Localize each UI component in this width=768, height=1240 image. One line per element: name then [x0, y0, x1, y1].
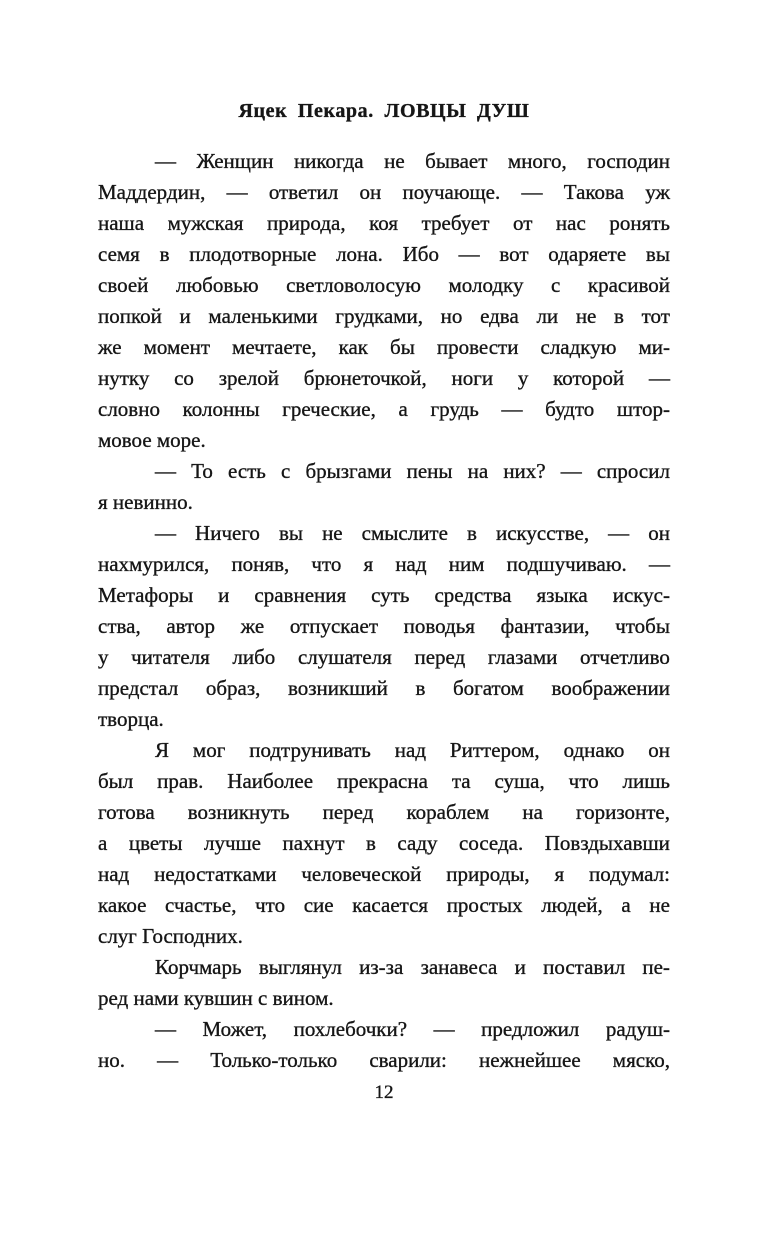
word: природа,: [266, 211, 346, 235]
text-line: [98, 177, 670, 208]
word: я: [554, 862, 565, 886]
word: брызгами: [305, 459, 392, 483]
word: Метафоры: [98, 583, 194, 607]
word: что: [255, 893, 286, 917]
word: вы: [645, 242, 670, 266]
word: Ибо: [402, 242, 439, 266]
word: будто: [545, 397, 595, 421]
word: у: [517, 366, 529, 390]
word: однако: [563, 738, 625, 762]
text-line: [98, 735, 670, 766]
word: лишь: [622, 769, 670, 793]
word: не: [322, 521, 343, 545]
body-text: [98, 146, 670, 1076]
word: Женщин: [196, 149, 274, 173]
word: —: [648, 366, 670, 390]
word: возникнуть: [187, 800, 290, 824]
word: глазами: [487, 645, 558, 669]
word: похлебочки?: [293, 1017, 408, 1041]
page-number: 12: [374, 1082, 394, 1103]
word: ли: [536, 304, 559, 328]
word: кораблем: [406, 800, 490, 824]
text-line: [98, 270, 670, 301]
text-line: [98, 518, 670, 549]
word: же: [98, 335, 122, 359]
word: пахнут: [282, 831, 345, 855]
running-head: Яцек Пекара. ЛОВЦЫ ДУШ: [238, 100, 530, 122]
word: ронять: [609, 211, 670, 235]
text-line: [98, 301, 670, 332]
word: подшучиваю.: [506, 552, 627, 576]
word: смыслите: [361, 521, 448, 545]
word: простых: [446, 893, 523, 917]
word: попкой: [98, 304, 162, 328]
word: грудь: [430, 397, 479, 421]
word: в: [466, 521, 477, 545]
word: много,: [507, 149, 567, 173]
word: что: [568, 769, 599, 793]
word: тот: [641, 304, 670, 328]
word: которой: [553, 366, 625, 390]
text-line: [98, 952, 670, 983]
word: —: [458, 242, 480, 266]
word: Маддердин,: [98, 180, 206, 204]
word: воображении: [551, 676, 670, 700]
word: и: [514, 955, 526, 979]
word: есть: [227, 459, 266, 483]
text-line: [98, 673, 670, 704]
word: автор: [166, 614, 215, 638]
word: языка: [536, 583, 588, 607]
word: светловолосую: [286, 273, 421, 297]
word: он: [648, 521, 670, 545]
word: поводья: [403, 614, 475, 638]
text-line: [98, 580, 670, 611]
word: нежнейшее: [479, 1048, 581, 1072]
text-line: [98, 1045, 670, 1076]
word: нутку: [98, 366, 150, 390]
word: мяско,: [612, 1048, 670, 1072]
text-line: [98, 332, 670, 363]
word: либо: [232, 645, 276, 669]
word: поняв,: [231, 552, 290, 576]
text-line: [98, 766, 670, 797]
word: над: [98, 862, 130, 886]
word: маленькими: [208, 304, 318, 328]
word: господин: [587, 149, 670, 173]
word: любовью: [175, 273, 259, 297]
word: требует: [421, 211, 490, 235]
text-line: [98, 797, 670, 828]
word: своей: [98, 273, 149, 297]
word: отпускает: [289, 614, 378, 638]
word: а: [398, 397, 408, 421]
word: же: [240, 614, 265, 638]
word: подтрунивать: [249, 738, 371, 762]
text-line: [98, 642, 670, 673]
word: что: [311, 552, 342, 576]
word: на: [467, 459, 489, 483]
word: перед: [322, 800, 374, 824]
text-line: [98, 890, 670, 921]
word: —: [226, 180, 248, 204]
text-line: [98, 1014, 670, 1045]
word: —: [560, 459, 582, 483]
word: слушателя: [297, 645, 392, 669]
word: коя: [369, 211, 399, 235]
word: плодотворные: [189, 242, 317, 266]
word: от: [512, 211, 533, 235]
word: брюнеточкой,: [303, 366, 427, 390]
word: над: [395, 552, 427, 576]
text-line: [98, 363, 670, 394]
word: поставил: [543, 955, 626, 979]
word: —: [433, 1017, 455, 1041]
text-line: [98, 456, 670, 487]
word: не: [384, 149, 405, 173]
word: та: [451, 769, 471, 793]
word: поучающе.: [402, 180, 501, 204]
word: на: [522, 800, 543, 824]
word: зрелой: [218, 366, 280, 390]
word: То: [191, 459, 213, 483]
word: вы: [278, 521, 304, 545]
text-line: творца.: [98, 707, 164, 731]
word: вот: [499, 242, 529, 266]
word: недостатками: [154, 862, 277, 886]
word: ответил: [268, 180, 339, 204]
word: Риттером,: [449, 738, 540, 762]
word: он: [648, 738, 670, 762]
word: нахмурился,: [98, 552, 210, 576]
word: —: [155, 521, 176, 545]
word: пе-: [642, 955, 670, 979]
word: мог: [192, 738, 226, 762]
text-line: мовое море.: [98, 428, 206, 452]
word: Только-только: [210, 1048, 338, 1072]
word: уж: [645, 180, 670, 204]
word: сравнения: [254, 583, 347, 607]
word: одаряете: [548, 242, 627, 266]
word: средства: [434, 583, 512, 607]
word: горизонте,: [575, 800, 670, 824]
word: у: [98, 645, 109, 669]
word: Наиболее: [227, 769, 314, 793]
word: пены: [406, 459, 453, 483]
word: —: [608, 521, 630, 545]
word: в: [614, 304, 624, 328]
word: он: [359, 180, 382, 204]
word: природы,: [446, 862, 530, 886]
text-line: [98, 859, 670, 890]
word: выглянул: [258, 955, 342, 979]
text-line: [98, 549, 670, 580]
word: сладкую: [540, 335, 617, 359]
word: готова: [98, 800, 155, 824]
text-line: я невинно.: [98, 490, 193, 514]
word: —: [155, 149, 176, 173]
word: сие: [303, 893, 334, 917]
word: и: [218, 583, 230, 607]
text-line: [98, 828, 670, 859]
word: —: [155, 459, 176, 483]
text-line: слуг Господних.: [98, 924, 243, 948]
word: ним: [448, 552, 485, 576]
word: бы: [390, 335, 415, 359]
text-line: [98, 239, 670, 270]
word: ноги: [451, 366, 494, 390]
word: был: [98, 769, 134, 793]
word: никогда: [293, 149, 364, 173]
word: —: [157, 1048, 179, 1072]
word: с: [551, 273, 561, 297]
word: с: [281, 459, 291, 483]
word: —: [155, 1017, 176, 1041]
word: сварили:: [369, 1048, 447, 1072]
word: перед: [414, 645, 466, 669]
word: ства,: [98, 614, 141, 638]
word: человеческой: [301, 862, 422, 886]
word: —: [521, 180, 543, 204]
word: нас: [555, 211, 586, 235]
word: Может,: [202, 1017, 268, 1041]
word: ми-: [638, 335, 670, 359]
word: счастье,: [165, 893, 237, 917]
text-line: [98, 394, 670, 425]
word: в: [159, 242, 170, 266]
word: лона.: [336, 242, 383, 266]
word: из-за: [359, 955, 404, 979]
word: как: [338, 335, 368, 359]
word: но.: [98, 1048, 125, 1072]
word: саду: [397, 831, 438, 855]
word: грудками,: [335, 304, 424, 328]
word: занавеса: [420, 955, 498, 979]
word: прекрасна: [336, 769, 428, 793]
word: Такова: [563, 180, 624, 204]
text-line: [98, 611, 670, 642]
word: людей,: [541, 893, 603, 917]
word: соседа.: [459, 831, 524, 855]
word: со: [174, 366, 194, 390]
word: суть: [371, 583, 410, 607]
word: Ничего: [195, 521, 260, 545]
word: бывает: [425, 149, 488, 173]
word: а: [621, 893, 631, 917]
word: не: [649, 893, 670, 917]
word: красивой: [587, 273, 670, 297]
word: семя: [98, 242, 140, 266]
word: предстал: [98, 676, 179, 700]
word: предложил: [481, 1017, 580, 1041]
word: богатом: [452, 676, 524, 700]
word: мечтаете,: [232, 335, 317, 359]
word: в: [366, 831, 376, 855]
word: возникший: [287, 676, 388, 700]
word: цветы: [128, 831, 183, 855]
word: но: [440, 304, 463, 328]
word: прав.: [157, 769, 204, 793]
text-line: [98, 208, 670, 239]
word: Я: [155, 738, 170, 762]
word: фантазии,: [500, 614, 590, 638]
word: а: [98, 831, 108, 855]
word: отчетливо: [580, 645, 670, 669]
word: Корчмарь: [155, 955, 242, 979]
word: какое: [98, 893, 147, 917]
word: —: [648, 552, 670, 576]
word: —: [501, 397, 523, 421]
word: касается: [352, 893, 429, 917]
word: не: [575, 304, 597, 328]
text-line: ред нами кувшин с вином.: [98, 986, 334, 1010]
word: мужская: [167, 211, 244, 235]
word: них?: [503, 459, 546, 483]
word: радуш-: [605, 1017, 670, 1041]
text-line: [98, 146, 670, 177]
word: греческие,: [282, 397, 376, 421]
word: молодку: [448, 273, 524, 297]
word: словно: [98, 397, 160, 421]
word: Повздыхавши: [544, 831, 670, 855]
word: колонны: [182, 397, 260, 421]
word: я: [363, 552, 374, 576]
word: искус-: [612, 583, 670, 607]
word: наша: [98, 211, 145, 235]
word: провести: [436, 335, 519, 359]
word: над: [394, 738, 427, 762]
word: момент: [143, 335, 211, 359]
word: едва: [480, 304, 519, 328]
word: и: [179, 304, 191, 328]
word: чтобы: [615, 614, 670, 638]
word: образ,: [205, 676, 261, 700]
word: суша,: [494, 769, 545, 793]
word: в: [415, 676, 426, 700]
word: спросил: [596, 459, 670, 483]
word: подумал:: [588, 862, 670, 886]
word: читателя: [131, 645, 210, 669]
word: лучше: [203, 831, 262, 855]
word: искусстве,: [495, 521, 590, 545]
word: штор-: [616, 397, 670, 421]
